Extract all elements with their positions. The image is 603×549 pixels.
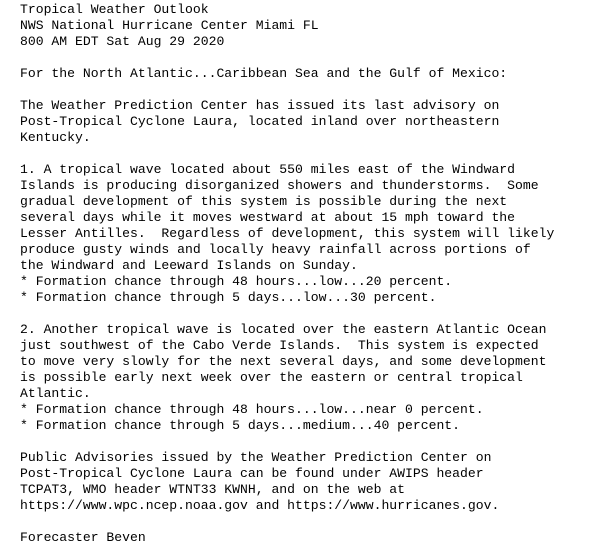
blank-line xyxy=(20,146,600,162)
intro-line: The Weather Prediction Center has issued its last advisory on xyxy=(20,98,500,113)
system-line: 1. A tropical wave located about 550 miles east of the Windward xyxy=(20,162,516,177)
formation-chance-5d: * Formation chance through 5 days...low...30 percent. xyxy=(20,290,437,305)
system-line: gradual development of this system is possible during the next xyxy=(20,194,508,209)
system-1-paragraph xyxy=(20,162,600,306)
blank-line xyxy=(20,514,600,530)
intro-line: Post-Tropical Cyclone Laura, located inland over northeastern xyxy=(20,114,500,129)
intro-paragraph xyxy=(20,98,600,146)
advisory-links-line: https://www.wpc.ncep.noaa.gov and https://www.hurricanes.gov. xyxy=(20,498,500,513)
system-line: Atlantic. xyxy=(20,386,91,401)
region-statement: For the North Atlantic...Caribbean Sea and the Gulf of Mexico: xyxy=(20,66,508,81)
outlook-header xyxy=(20,2,600,50)
issuing-office: NWS National Hurricane Center Miami FL xyxy=(20,18,319,33)
public-advisories-paragraph xyxy=(20,450,600,514)
advisory-line: Public Advisories issued by the Weather Prediction Center on xyxy=(20,450,492,465)
system-line: just southwest of the Cabo Verde Islands. This system is expected xyxy=(20,338,539,353)
system-line: is possible early next week over the eastern or central tropical xyxy=(20,370,523,385)
blank-line xyxy=(20,50,600,66)
tropical-weather-outlook xyxy=(20,2,600,546)
formation-chance-48h: * Formation chance through 48 hours...low...20 percent. xyxy=(20,274,453,289)
system-line: the Windward and Leeward Islands on Sunday. xyxy=(20,258,358,273)
system-line: to move very slowly for the next several days, and some development xyxy=(20,354,547,369)
blank-line xyxy=(20,306,600,322)
issue-time: 800 AM EDT Sat Aug 29 2020 xyxy=(20,34,225,49)
system-line: several days while it moves westward at about 15 mph toward the xyxy=(20,210,516,225)
outlook-title: Tropical Weather Outlook xyxy=(20,2,209,17)
system-line: Lesser Antilles. Regardless of development, this system will likely xyxy=(20,226,555,241)
system-line: Islands is producing disorganized showers and thunderstorms. Some xyxy=(20,178,539,193)
forecaster-signature: Forecaster Beven xyxy=(20,530,146,545)
blank-line xyxy=(20,434,600,450)
advisory-line: TCPAT3, WMO header WTNT33 KWNH, and on the web at xyxy=(20,482,406,497)
advisory-line: Post-Tropical Cyclone Laura can be found under AWIPS header xyxy=(20,466,484,481)
system-line: produce gusty winds and locally heavy rainfall across portions of xyxy=(20,242,531,257)
formation-chance-5d: * Formation chance through 5 days...medium...40 percent. xyxy=(20,418,461,433)
intro-line: Kentucky. xyxy=(20,130,91,145)
system-2-paragraph xyxy=(20,322,600,434)
blank-line xyxy=(20,82,600,98)
system-line: 2. Another tropical wave is located over the eastern Atlantic Ocean xyxy=(20,322,547,337)
formation-chance-48h: * Formation chance through 48 hours...low...near 0 percent. xyxy=(20,402,484,417)
